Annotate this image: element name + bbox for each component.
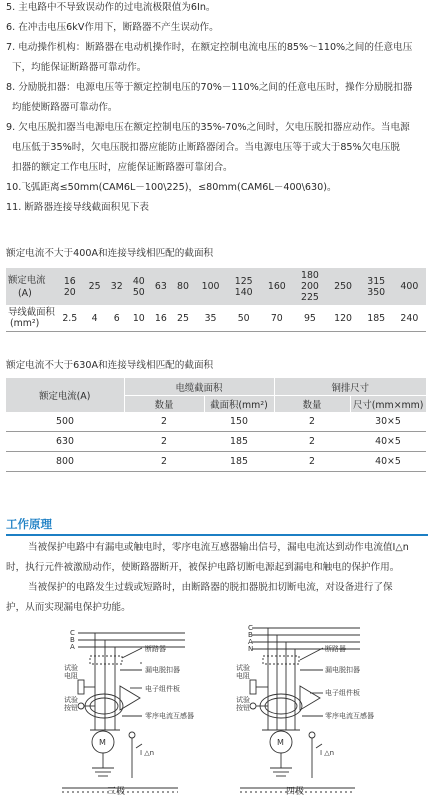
svg-text:C: C [248, 624, 253, 632]
table-630a [6, 378, 426, 472]
current-value: 40 [132, 275, 145, 287]
svg-text:电阻: 电阻 [236, 672, 250, 680]
cell-area: 240 [393, 305, 426, 332]
cell-current [227, 268, 260, 305]
list-item: 均能使断路器可靠动作。 [12, 102, 118, 113]
table-row: 500 2 150 2 30×5 [6, 412, 426, 432]
svg-text:试验: 试验 [236, 696, 250, 704]
list-item: 10.飞弧距离≤50mm(CAM6L－100\225)，≤80mm(CAM6L－400\630)。 [6, 182, 337, 193]
cell-area: 4 [84, 305, 106, 332]
svg-text:电子组件板: 电子组件板 [325, 689, 360, 697]
list-item: 扣器的额定工作电压时，应能保证断路器可靠闭合。 [12, 162, 233, 173]
header-area: 截面积(mm²) [204, 396, 274, 413]
current-value: 32 [110, 281, 123, 292]
cell-area: 120 [327, 305, 360, 332]
svg-text:试验: 试验 [236, 664, 250, 672]
cell-area: 25 [172, 305, 194, 332]
cell-area: 50 [227, 305, 260, 332]
list-item: 5. 主电路中不导致误动作的过电流极限值为6In。 [6, 2, 216, 13]
current-value: 25 [88, 281, 101, 292]
svg-text:断路器: 断路器 [145, 645, 166, 653]
current-value: 400 [400, 281, 419, 292]
svg-text:按钮: 按钮 [64, 704, 78, 712]
svg-text:零序电流互感器: 零序电流互感器 [145, 712, 194, 720]
section-title-working-principle: 工作原理 [6, 514, 428, 536]
header-qty: 数量 [124, 396, 204, 413]
cell-current [293, 268, 326, 305]
svg-text:I △n: I △n [140, 749, 155, 757]
cell-current [84, 268, 106, 305]
cell-current [260, 268, 293, 305]
list-item: 7. 电动操作机构：断路器在电动机操作时，在额定控制电流电压的85%～110%之间的任意电压 [6, 42, 413, 53]
current-value: 16 [63, 275, 76, 287]
svg-text:C: C [70, 629, 75, 637]
table1-title: 额定电流不大于400A和连接导线相匹配的截面积 [6, 248, 214, 259]
spec-list [6, 0, 428, 218]
current-value: 63 [154, 281, 167, 292]
cell-current [150, 268, 172, 305]
list-item: 6. 在冲击电压6kV作用下，断路器不产生误动作。 [6, 22, 219, 33]
current-value: 315 [367, 275, 386, 287]
cell-current [393, 268, 426, 305]
current-value: 125 [234, 275, 253, 287]
list-item: 11. 断路器连接导线截面积见下表 [6, 202, 150, 213]
wiring-diagrams [0, 618, 431, 800]
table-row [6, 305, 426, 332]
cell-area: 6 [106, 305, 128, 332]
svg-text:N: N [248, 645, 254, 653]
header-copper: 铜排尺寸 [274, 378, 426, 396]
svg-text:B: B [248, 631, 253, 639]
cell-current [172, 268, 194, 305]
cell-current [56, 268, 84, 305]
current-value: 50 [132, 286, 145, 298]
current-value: 180 [300, 270, 319, 281]
svg-text:漏电脱扣器: 漏电脱扣器 [325, 666, 360, 674]
cell-area: 2.5 [56, 305, 84, 332]
cell-current [106, 268, 128, 305]
svg-text:电阻: 电阻 [64, 672, 78, 680]
svg-text:漏电脱扣器: 漏电脱扣器 [145, 666, 180, 674]
header-qty: 数量 [274, 396, 350, 413]
current-value: 20 [63, 286, 76, 298]
list-item: 电压低于35%时，欠电压脱扣器应能防止断路器闭合。当电源电压等于或大于85%欠电压脱 [12, 142, 401, 153]
svg-text:试验: 试验 [64, 664, 78, 672]
cell-area: 35 [194, 305, 227, 332]
cell-area: 16 [150, 305, 172, 332]
principle-paragraph: 当被保护电路中有漏电或触电时，零序电流互感器输出信号，漏电电流达到动作电流值I△n 时，执行元件被激励动作，使断路器断开，被保护电路切断电源起到漏电和触电的保护作用。 当被保护的电路发生过载或短路时，由断路器的脱扣器脱扣切断电流，对设备进行了保 护，从而实现漏电保护功能。 [6, 542, 409, 613]
header-current: 额定电流 (A) [6, 268, 56, 305]
caption-three-pole: 三极 [107, 787, 126, 797]
header-rated-current: 额定电流(A) [6, 378, 124, 412]
cell-current [360, 268, 393, 305]
svg-text:M: M [277, 738, 284, 747]
header-area: 导线截面积 (mm²) [6, 305, 56, 332]
table2-title: 额定电流不大于630A和连接导线相匹配的截面积 [6, 360, 214, 371]
svg-text:按钮: 按钮 [236, 704, 250, 712]
svg-text:A: A [248, 638, 253, 646]
svg-text:零序电流互感器: 零序电流互感器 [325, 712, 374, 720]
caption-four-pole: 四极 [286, 787, 305, 797]
table-row: 630 2 185 2 40×5 [6, 432, 426, 452]
svg-text:I △n: I △n [320, 749, 335, 757]
cell-current [194, 268, 227, 305]
header-cable: 电缆截面积 [124, 378, 274, 396]
list-item: 9. 欠电压脱扣器当电源电压在额定控制电压的35%-70%之间时，欠电压脱扣器应动作。当电源 [6, 122, 410, 133]
svg-text:断路器: 断路器 [325, 645, 346, 653]
table-row [6, 268, 426, 305]
current-value: 350 [367, 286, 386, 298]
cell-area: 185 [360, 305, 393, 332]
cell-area: 10 [128, 305, 150, 332]
cell-area: 70 [260, 305, 293, 332]
svg-text:A: A [70, 643, 75, 651]
cell-area: 95 [293, 305, 326, 332]
header-size: 尺寸(mm×mm) [350, 396, 426, 413]
table-400a [6, 268, 426, 332]
current-value: 250 [334, 281, 353, 292]
table-row [6, 378, 426, 396]
current-value: 80 [176, 281, 189, 292]
current-value: 100 [201, 281, 220, 292]
current-value: 200 [300, 281, 319, 292]
svg-text:M: M [99, 738, 106, 747]
svg-text:B: B [70, 636, 75, 644]
list-item: 8. 分励脱扣器：电源电压等于额定控制电压的70%－110%之间的任意电压时，操作分励脱扣器 [6, 82, 413, 93]
svg-text:电子组件板: 电子组件板 [145, 685, 180, 693]
current-value: 160 [267, 281, 286, 292]
current-value: 225 [300, 292, 319, 303]
table-row: 800 2 185 2 40×5 [6, 452, 426, 472]
current-value: 140 [234, 286, 253, 298]
list-item: 下，均能保证断路器可靠动作。 [12, 62, 147, 73]
svg-text:试验: 试验 [64, 696, 78, 704]
cell-current [128, 268, 150, 305]
cell-current [327, 268, 360, 305]
